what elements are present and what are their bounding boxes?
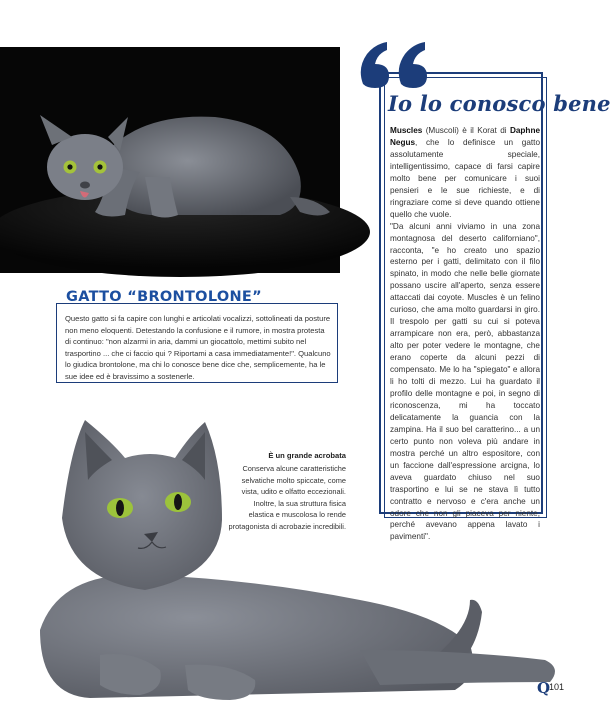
caption-title: È un grande acrobata <box>268 451 346 460</box>
sidebar-title: GATTO “BRONTOLONE” <box>66 289 262 305</box>
quote-paragraph: Muscles (Muscoli) è il Korat di Daphne Negus, che lo definisce un gatto assolutamente speciale, intelligentissimo, capace di farsi capire molto bene per comunicare i suoi pensieri e le sue richieste, e di ringraziare come si deve quando ottiene quello che vuole. <box>390 126 540 219</box>
quote-bold-name: Daphne Negus <box>390 126 540 147</box>
reclining-grey-cat-photo <box>0 400 580 712</box>
caption-text: Conserva alcune caratteristiche selvatiche molto spiccate, come vista, udito e olfatto eccezionali. Inoltre, la sua struttura fisica elastica e muscolosa lo rende protagonista di acrobazie incredibili. <box>228 464 346 531</box>
quote-title: Io lo conosco bene <box>388 91 611 116</box>
quote-bold-name: Muscles <box>390 126 423 135</box>
top-cat-photo <box>0 47 340 273</box>
bottom-cat-photo <box>0 400 580 712</box>
grey-cat-licking-photo <box>0 47 340 273</box>
quote-paragraph: "Da alcuni anni viviamo in una zona montagnosa del deserto californiano", racconta, "e ho creato uno spazio esterno per i gatti, delimitato con il filo spinato, in modo che nelle belle giornate possano uscire all'aperto, senza essere attaccati dai coyote. Muscles è un felino curioso, che ama molto guardarsi in giro. Il trespolo per gatti su cui si poteva arrampicare non era, però, abbastanza alto per poter vedere le montagne, che erano coperte da alcuni pezzi di compensato. Me lo ha "spiegato" e allora li ho tolti di mezzo. Lui ha guardato il profilo delle montagne e poi, in segno di riconoscenza, mi ha toccato delicatamente la guancia con la zampina. Ha il suo bel caratterino... a un certo punto non voleva più andare in mostra perché un altro espositore, con un faccione dall'espressione arcigna, lo aveva guardato chiuso nel suo trasportino e lui se ne stava lì tutto contratto e nervoso e c'era anche un odore che non gli piaceva per niente, perché avevano appena lavato i pavimenti". <box>390 221 540 542</box>
magazine-logo: Q <box>537 679 551 697</box>
sidebar-text: Questo gatto si fa capire con lunghi e articolati vocalizzi, sottolineati da posture non meno eloquenti. Detestando la confusione e il rumore, in mostra protesta di continuo: "non alzarmi in aria, dammi un giocattolo, mettimi subito nel trasportino ... che ci faccio qui ? Riportami a casa immediatamente!". Qualcuno lo giudica brontolone, ma chi lo conosce bene dice che, semplicemente, ha le sue idee ed è bravissimo a sostenerle. <box>65 314 331 381</box>
page-number: 101 <box>549 682 565 692</box>
